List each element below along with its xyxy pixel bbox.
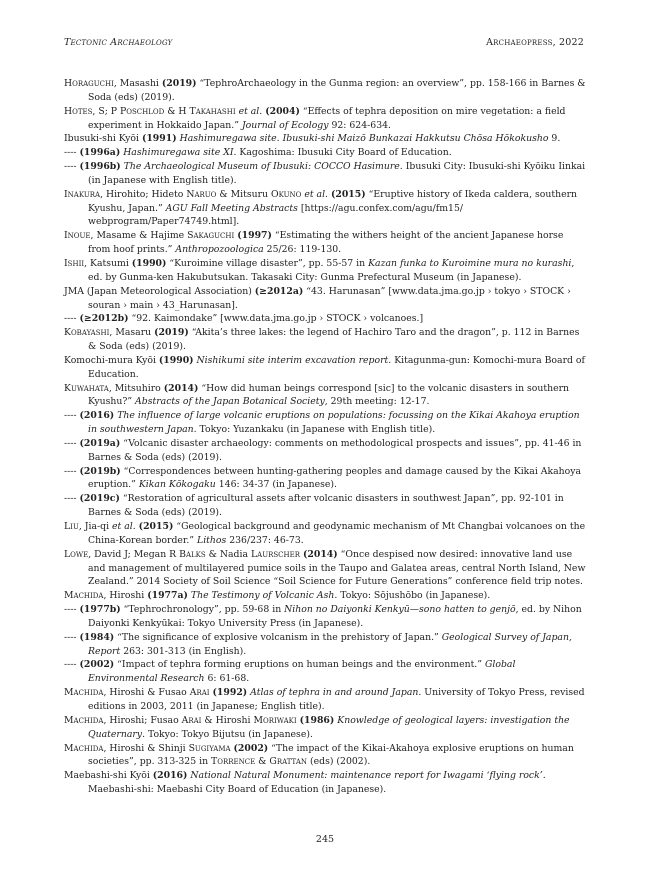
reference-text: & [255,756,270,768]
reference-entry [64,742,586,770]
reference-text: & Nadia [205,548,251,560]
reference-italic: AGU Fall Meeting Abstracts [165,202,298,214]
reference-year: (2014) [302,548,338,560]
reference-text: , Hiroshi [103,590,148,602]
reference-entry [64,548,586,590]
reference-entry [64,312,586,326]
reference-italic: Kikan Kōkogaku [138,479,216,491]
reference-italic: Abstracts of the Japan Botanical Society [135,396,325,408]
publisher: Archaeopress, 2022 [486,37,584,48]
reference-text: , ed. by Nihon Daiyonki Kenkyūkai: Tokyo University Press (in Japanese). [88,604,582,629]
reference-year: (2002) [79,659,115,671]
reference-text: 236/237: 46-73. [226,534,304,546]
reference-year: (2014) [163,382,199,394]
reference-year: (1984) [79,631,115,643]
author-surname: Kuwahata [64,382,109,394]
reference-text: , S; P [92,105,120,117]
reference-text: , Hiroshi & Shinji [103,742,189,754]
reference-italic: The Testimony of Volcanic Ash [190,590,335,602]
reference-text: [https://agu.confex.com/agu/fm15/ webprogram/Paper74749.html]. [88,202,463,228]
reference-entry [64,686,586,714]
author-surname: Grattan [269,756,308,768]
reference-entry [64,658,586,686]
reference-text: . Maebashi-shi: Maebashi City Board of Education (in Japanese). [88,770,546,796]
reference-entry [64,132,586,146]
reference-italic: National Natural Monument: maintenance report for Iwagami ‘flying rock’ [190,770,543,782]
reference-year: (≥2012b) [79,313,129,325]
reference-text: (eds) (2002). [307,756,371,768]
reference-italic: Journal of Ecology [241,119,329,131]
reference-year: (2004) [265,105,300,117]
reference-text: ---- [64,659,80,671]
reference-year: (1990) [131,257,167,269]
author-surname: Okuno [270,188,302,200]
reference-year: (≥2012a) [254,285,304,297]
reference-text: , Masashi [113,78,162,89]
reference-entry [64,769,586,797]
author-surname: Machida [64,742,104,754]
reference-text: “Geological background and geodynamic mechanism of Mt Changbai volcanoes on the China-Korean border.” [88,521,586,546]
reference-text: 92: 624-634. [328,119,391,131]
reference-year: (2015) [138,521,174,532]
reference-italic: The Archaeological Museum of Ibusuki: COCCO Hasimure [123,161,400,173]
reference-text: “Eruptive history of Ikeda caldera, southern Kyushu, Japan.” [88,188,578,214]
reference-year: (1992) [212,687,248,699]
author-surname: Laurscher [250,548,301,560]
author-surname: Moriwaki [253,714,297,726]
reference-italic: Nishikumi site interim excavation report [196,354,389,366]
reference-entry [64,354,586,382]
reference-text: . Tokyo: Tokyo Bijutsu (in Japanese). [142,728,313,740]
reference-text: , 29th meeting: 12-17. [324,396,430,408]
reference-text: & H [164,105,190,117]
reference-italic: Lithos [197,534,227,546]
reference-text: Komochi-mura Kyōi [64,354,159,366]
reference-entry [64,326,586,354]
reference-text: . Kagoshima: Ibusuki City Board of Education. [233,147,452,159]
reference-text: JMA (Japan Meteorological Association) [64,285,255,297]
reference-entry [64,492,586,520]
reference-text: 146: 34-37 (in Japanese). [215,479,337,491]
reference-italic: et al. [304,188,328,200]
reference-italic: The influence of large volcanic eruptions on populations: focussing on the Kikai Akahoya eruption in southwestern Japan [88,410,580,436]
reference-text: “TephroArchaeology in the Gunma region: an overview”, pp. 158-166 in Barnes & Soda (eds) (2019). [88,78,586,103]
reference-year: (2019c) [79,493,120,505]
reference-text: “Once despised now desired: innovative land use and management of multilayered pumice soils in the Taupo and Galatea areas, central North Island, New Zealand.” 2014 Society of Soil Science “Soil Science for Future Generations” conference field trip notes. [88,548,586,588]
reference-text: . Tokyo: Sōjushōbo (in Japanese). [334,590,491,602]
reference-year: (1997) [237,230,272,242]
running-header [64,37,584,51]
reference-text: , Katsumi [84,257,132,269]
page-number: 245 [315,834,335,845]
reference-text: ---- [64,604,80,616]
reference-entry [64,382,586,410]
reference-text: , Hiroshi & Fusao [103,687,190,699]
author-surname: Sakaguchi [187,230,235,242]
reference-entry [64,105,586,133]
reference-italic: Global Environmental Research [88,659,516,685]
reference-text: “Tephrochronology”, pp. 59-68 in [120,604,285,616]
reference-year: (2019a) [79,437,121,449]
author-surname: Balks [179,548,206,560]
reference-text: . Ibusuki City: Ibusuki-shi Kyōiku Iinkai (in Japanese with English title). [88,161,586,186]
reference-entry [64,188,586,230]
reference-text: “The impact of the Kikai-Akahoya explosive eruptions on human societies”, pp. 313-325 in [88,742,574,768]
author-surname: Arai [181,714,202,726]
reference-text: “Restoration of agricultural assets after volcanic disasters in southwest Japan”, pp. 92-101 in Barnes & Soda (eds) (2019). [88,493,564,519]
reference-entry [64,160,586,188]
author-surname: Machida [64,714,104,726]
reference-entry [64,77,586,105]
reference-entry [64,146,586,160]
author-surname: Naruo [186,188,217,200]
reference-entry [64,437,586,465]
reference-text: 263: 301-313 (in English). [120,645,247,657]
reference-italic: Kazan funka to Kuroimine mura no kurashi [368,257,572,269]
reference-text: ---- [64,410,80,422]
reference-text: , ed. by Gunma-ken Hakubutsukan. Takasaki City: Gunma Prefectural Museum (in Japanese). [88,257,575,283]
author-surname: Lowe [64,548,89,560]
reference-text: , Masaru [109,327,155,339]
reference-year: (1977b) [79,604,121,616]
author-surname: Arai [189,687,210,699]
author-surname: Torrence [211,756,256,768]
reference-italic: Geological Survey of Japan, Report [88,631,572,657]
reference-text: “Volcanic disaster archaeology: comments on methodological prospects and issues”, pp. 41-46 in Barnes & Soda (eds) (2019). [88,437,582,463]
author-surname: Machida [64,590,104,602]
reference-year: (1996a) [79,147,121,159]
reference-text: “Impact of tephra forming eruptions on human beings and the environment.” [114,659,485,671]
reference-italic: et al. [112,521,136,532]
reference-year: (2015) [330,188,366,200]
reference-entry [64,714,586,742]
reference-text: Ibusuki-shi Kyōi [64,133,142,145]
reference-text: ---- [64,437,80,449]
reference-italic: Anthropozoologica [175,244,264,256]
reference-year: (2002) [233,742,269,754]
reference-year: (2016) [79,410,115,422]
author-surname: Liu [64,521,79,532]
reference-entry [64,603,586,631]
reference-text: & Mitsuru [216,188,271,200]
reference-entry [64,285,586,313]
reference-entry [64,631,586,659]
reference-year: (1996b) [79,161,121,173]
author-surname: Poschlod [120,105,165,117]
reference-text: 6: 61-68. [204,673,250,685]
reference-text: ---- [64,313,80,325]
author-surname: Inoue [64,230,91,242]
reference-italic: Atlas of tephra in and around Japan [250,687,419,699]
reference-text: , Hirohito; Hideto [100,188,187,200]
reference-text: “Effects of tephra deposition on mire vegetation: a field experiment in Hokkaido Japan.” [88,105,566,131]
reference-list [64,77,586,797]
reference-entry [64,589,586,603]
reference-text: 25/26: 119-130. [263,244,342,256]
reference-text: “Akita’s three lakes: the legend of Hachiro Taro and the dragon”, p. 112 in Barnes & Soda (eds) (2019). [88,327,580,353]
reference-text: , Mitsuhiro [108,382,164,394]
reference-text: ---- [64,631,80,643]
reference-text: “Estimating the withers height of the ancient Japanese horse from hoof prints.” [88,230,564,256]
reference-text: & Hiroshi [201,714,254,726]
reference-entry [64,409,586,437]
reference-italic: Knowledge of geological layers: investigation the Quaternary [88,714,570,740]
reference-text: ---- [64,147,80,159]
reference-text: “Kuroimine village disaster”, pp. 55-57 in [166,257,369,269]
reference-year: (2019b) [79,465,121,477]
reference-text: . Tokyo: Yuzankaku (in Japanese with English title). [193,424,436,436]
reference-year: (1986) [299,714,335,726]
journal-title: Tectonic Archaeology [64,37,173,48]
reference-entry [64,257,586,285]
reference-year: (1990) [158,354,194,366]
reference-italic: et al. [238,105,263,117]
reference-text: “92. Kaimondake” [www.data.jma.go.jp › STOCK › volcanoes.] [128,313,424,325]
author-surname: Machida [64,687,104,699]
reference-text: , Masame & Hajime [90,230,188,242]
reference-text: . University of Tokyo Press, revised editions in 2003, 2011 (in Japanese; English title). [88,687,585,712]
reference-text: Maebashi-shi Kyōi [64,770,153,782]
reference-year: (2016) [152,770,188,782]
author-surname: Ishii [64,257,85,269]
reference-year: (1977a) [147,590,188,602]
reference-text: “How did human beings correspond [sic] to the volcanic disasters in southern Kyushu?” [88,382,570,408]
reference-entry [64,229,586,257]
reference-text: ---- [64,465,80,477]
reference-text: , Hiroshi; Fusao [103,714,182,726]
reference-italic: Hashimuregawa site XI [123,147,234,159]
author-surname: Hotes [64,105,93,117]
reference-text: “Correspondences between hunting-gathering peoples and damage caused by the Kikai Akahoya eruption.” [88,465,582,491]
author-surname: Takahashi [189,105,236,117]
reference-italic: Nihon no Daiyonki Kenkyū—sono hatten to genjō [284,604,516,616]
reference-text: “43. Harunasan” [www.data.jma.go.jp › tokyo › STOCK › souran › main › 43_Harunasan]. [88,285,571,311]
reference-year: (2019) [154,327,189,339]
reference-entry [64,465,586,493]
reference-year: (2019) [161,78,197,89]
author-surname: Horaguchi [64,78,114,89]
reference-entry [64,520,586,548]
reference-text: ---- [64,161,80,173]
author-surname: Kobayashi [64,327,110,339]
reference-text: ---- [64,493,80,505]
author-surname: Sugiyama [188,742,231,754]
reference-year: (1991) [141,133,177,145]
reference-text: “The significance of explosive volcanism in the prehistory of Japan.” [114,631,442,643]
reference-text: . Kitagunma-gun: Komochi-mura Board of Education. [88,354,585,380]
reference-text: 9. [548,133,561,145]
reference-text: , Jia-qi [78,521,113,532]
reference-italic: Hashimuregawa site. Ibusuki-shi Maizō Bunkazai Hakkutsu Chōsa Hōkokusho [179,133,549,145]
reference-text: , David J; Megan R [88,548,180,560]
author-surname: Inakura [64,188,101,200]
